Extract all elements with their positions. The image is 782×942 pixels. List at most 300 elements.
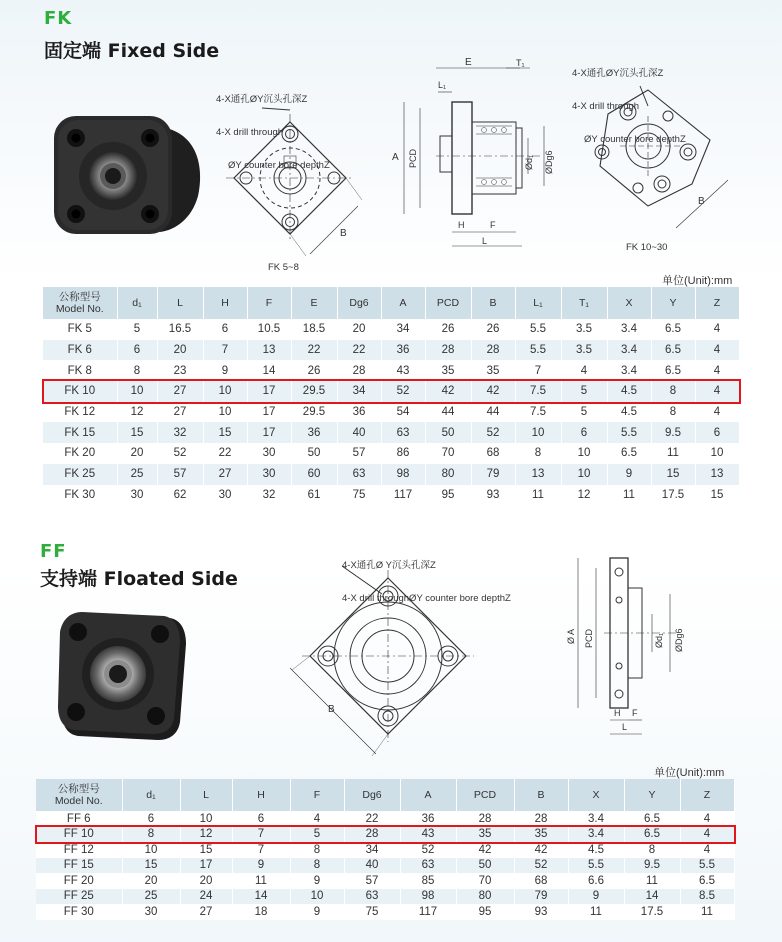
fk-value-cell: 14 (247, 360, 291, 381)
fk-value-cell: 26 (471, 319, 515, 340)
fk-model-cell: FK 15 (43, 422, 117, 443)
fk-value-cell: 57 (157, 464, 203, 485)
ff-value-cell: 8.5 (680, 889, 734, 905)
ff-value-cell: 15 (180, 842, 232, 858)
ff-table-row (36, 842, 734, 858)
ff-table-row (36, 889, 734, 905)
fk-value-cell: 9 (203, 360, 247, 381)
ff-value-cell: 10 (180, 811, 232, 827)
fk-value-cell: 28 (337, 360, 381, 381)
fk-value-cell: 62 (157, 485, 203, 506)
fk-table-row (43, 340, 739, 361)
fk-value-cell: 23 (157, 360, 203, 381)
fk-header-cell (695, 287, 739, 319)
ff-value-cell: 40 (344, 858, 400, 874)
fk-front-view-drawing-large (580, 80, 742, 240)
ff-value-cell: 36 (400, 811, 456, 827)
fk-value-cell: 10 (203, 381, 247, 402)
fk-value-cell: 32 (157, 422, 203, 443)
fk-value-cell: 36 (291, 422, 337, 443)
fk-header-label: L₁ (533, 297, 543, 309)
ff-section-code: FF (40, 541, 67, 562)
ff-header-cell (456, 779, 514, 811)
ff-value-cell: 35 (456, 827, 514, 843)
fk-header-cell (157, 287, 203, 319)
ff-value-cell: 6.5 (680, 873, 734, 889)
fk-value-cell: 13 (247, 340, 291, 361)
ff-dim-d1: Ød₁ (654, 632, 664, 648)
ff-header-cell (36, 779, 122, 811)
fk-value-cell: 30 (203, 485, 247, 506)
fk-anno-right-line2: 4-X drill through (572, 101, 640, 112)
ff-header-cell (680, 779, 734, 811)
fk-value-cell: 42 (471, 381, 515, 402)
fk-dim-h: H (458, 220, 465, 230)
fk-header-label: A (399, 297, 407, 309)
fk-value-cell: 9.5 (651, 422, 695, 443)
ff-value-cell: 9 (290, 904, 344, 920)
ff-header-cell (290, 779, 344, 811)
ff-value-cell: 4 (680, 811, 734, 827)
ff-value-cell: 63 (344, 889, 400, 905)
ff-value-cell: 6.5 (624, 827, 680, 843)
fk-value-cell: 50 (425, 422, 471, 443)
ff-value-cell: 4 (680, 827, 734, 843)
ff-value-cell: 11 (568, 904, 624, 920)
fk-value-cell: 17 (247, 402, 291, 423)
fk-table-row (43, 443, 739, 464)
fk-model-cell: FK 8 (43, 360, 117, 381)
ff-front-view-drawing (282, 558, 490, 762)
fk-value-cell: 11 (651, 443, 695, 464)
ff-section-title: 支持端 Floated Side (40, 568, 238, 590)
ff-value-cell: 9.5 (624, 858, 680, 874)
fk-header-cell (651, 287, 695, 319)
ff-value-cell: 52 (400, 842, 456, 858)
ff-model-cell: FF 20 (36, 873, 122, 889)
ff-dim-dg6: ØDg6 (674, 628, 684, 652)
fk-header-label-en: Model No. (55, 303, 104, 315)
fk-value-cell: 86 (381, 443, 425, 464)
fk-spec-table (43, 287, 740, 505)
ff-model-cell: FF 30 (36, 904, 122, 920)
ff-header-cell (344, 779, 400, 811)
ff-front-dim-b: B (328, 704, 335, 715)
ff-value-cell: 17.5 (624, 904, 680, 920)
fk-value-cell: 44 (425, 402, 471, 423)
ff-table-row (36, 873, 734, 889)
fk-value-cell: 75 (337, 485, 381, 506)
fk-value-cell: 30 (247, 443, 291, 464)
fk-value-cell: 15 (203, 422, 247, 443)
ff-anno-line1: 4-X通孔Ø Y沉头孔深Z (342, 560, 436, 571)
fk-value-cell: 22 (337, 340, 381, 361)
ff-value-cell: 57 (344, 873, 400, 889)
fk-header-cell (117, 287, 157, 319)
ff-value-cell: 4 (680, 842, 734, 858)
ff-value-cell: 8 (624, 842, 680, 858)
fk-caption-left: FK 5~8 (268, 262, 299, 273)
fk-header-label: Z (713, 297, 721, 309)
ff-value-cell: 50 (456, 858, 514, 874)
fk-value-cell: 4.5 (607, 381, 651, 402)
ff-value-cell: 79 (514, 889, 568, 905)
ff-value-cell: 18 (232, 904, 290, 920)
fk-value-cell: 5 (561, 402, 607, 423)
fk-model-cell: FK 25 (43, 464, 117, 485)
fk-value-cell: 7 (515, 360, 561, 381)
ff-value-cell: 4 (290, 811, 344, 827)
ff-header-label: L (203, 789, 209, 801)
ff-header-label: Dg6 (362, 789, 382, 801)
fk-table-row (43, 319, 739, 340)
fk-value-cell: 10 (515, 422, 561, 443)
fk-header-label: B (489, 297, 497, 309)
fk-value-cell: 15 (651, 464, 695, 485)
fk-value-cell: 8 (651, 402, 695, 423)
fk-value-cell: 5.5 (515, 319, 561, 340)
fk-anno-right-line1: 4-X通孔ØY沉头孔深Z (572, 68, 664, 79)
fk-value-cell: 11 (515, 485, 561, 506)
fk-value-cell: 32 (247, 485, 291, 506)
ff-value-cell: 34 (344, 842, 400, 858)
fk-header-label: X (625, 297, 633, 309)
ff-value-cell: 20 (122, 873, 180, 889)
fk-value-cell: 4 (695, 340, 739, 361)
fk-value-cell: 3.4 (607, 360, 651, 381)
fk-dim-t1: T₁ (516, 58, 525, 68)
ff-table-row (36, 858, 734, 874)
fk-value-cell: 10.5 (247, 319, 291, 340)
fk-value-cell: 3.4 (607, 319, 651, 340)
ff-header-cell (180, 779, 232, 811)
fk-dim-f: F (490, 220, 496, 230)
fk-value-cell: 16.5 (157, 319, 203, 340)
fk-model-cell: FK 6 (43, 340, 117, 361)
ff-value-cell: 10 (122, 842, 180, 858)
fk-header-cell (425, 287, 471, 319)
ff-table-header (36, 779, 734, 811)
fk-value-cell: 10 (117, 381, 157, 402)
fk-value-cell: 27 (157, 402, 203, 423)
fk-value-cell: 6.5 (651, 340, 695, 361)
fk-value-cell: 8 (515, 443, 561, 464)
ff-value-cell: 3.4 (568, 811, 624, 827)
ff-value-cell: 11 (232, 873, 290, 889)
ff-value-cell: 12 (180, 827, 232, 843)
fk-dim-l1: L₁ (438, 80, 447, 90)
fk-unit-label: 单位(Unit):mm (662, 275, 733, 287)
ff-value-cell: 98 (400, 889, 456, 905)
fk-value-cell: 42 (425, 381, 471, 402)
fk-value-cell: 5 (117, 319, 157, 340)
ff-value-cell: 8 (290, 858, 344, 874)
fk-value-cell: 30 (247, 464, 291, 485)
ff-value-cell: 63 (400, 858, 456, 874)
ff-value-cell: 30 (122, 904, 180, 920)
ff-table-row (36, 811, 734, 827)
ff-value-cell: 28 (514, 811, 568, 827)
fk-dim-l: L (482, 236, 488, 246)
fk-value-cell: 50 (291, 443, 337, 464)
ff-table-body (36, 811, 734, 920)
fk-value-cell: 52 (157, 443, 203, 464)
ff-value-cell: 8 (122, 827, 180, 843)
ff-value-cell: 7 (232, 827, 290, 843)
ff-value-cell: 75 (344, 904, 400, 920)
ff-value-cell: 14 (624, 889, 680, 905)
fk-value-cell: 4 (695, 360, 739, 381)
fk-value-cell: 25 (117, 464, 157, 485)
fk-value-cell: 20 (117, 443, 157, 464)
ff-value-cell: 80 (456, 889, 514, 905)
ff-product-photo (50, 604, 200, 754)
fk-value-cell: 93 (471, 485, 515, 506)
fk-value-cell: 60 (291, 464, 337, 485)
fk-header-cell (607, 287, 651, 319)
fk-value-cell: 8 (117, 360, 157, 381)
ff-value-cell: 85 (400, 873, 456, 889)
fk-header-label: Y (669, 297, 677, 309)
fk-table-row (43, 360, 739, 381)
ff-value-cell: 8 (290, 842, 344, 858)
fk-value-cell: 7 (203, 340, 247, 361)
fk-value-cell: 36 (381, 340, 425, 361)
ff-value-cell: 117 (400, 904, 456, 920)
fk-value-cell: 68 (471, 443, 515, 464)
fk-value-cell: 22 (291, 340, 337, 361)
fk-value-cell: 61 (291, 485, 337, 506)
fk-value-cell: 6 (695, 422, 739, 443)
fk-value-cell: 5.5 (607, 422, 651, 443)
fk-value-cell: 20 (157, 340, 203, 361)
fk-product-photo (48, 106, 206, 242)
fk-value-cell: 18.5 (291, 319, 337, 340)
fk-value-cell: 4 (695, 319, 739, 340)
fk-anno-left-line3: ØY counter bore depthZ (228, 160, 330, 171)
ff-dim-pcd: PCD (584, 628, 594, 648)
fk-value-cell: 36 (337, 402, 381, 423)
fk-value-cell: 11 (607, 485, 651, 506)
ff-table-row (36, 904, 734, 920)
ff-value-cell: 11 (624, 873, 680, 889)
ff-value-cell: 9 (232, 858, 290, 874)
fk-value-cell: 40 (337, 422, 381, 443)
fk-value-cell: 26 (425, 319, 471, 340)
fk-front-dim-b: B (340, 228, 347, 239)
fk-header-label: d₁ (132, 297, 142, 309)
ff-value-cell: 42 (456, 842, 514, 858)
fk-value-cell: 6.5 (651, 319, 695, 340)
fk-value-cell: 3.5 (561, 319, 607, 340)
fk-anno-right-line3: ØY counter bore depthZ (584, 134, 686, 145)
fk-value-cell: 95 (425, 485, 471, 506)
fk-header-cell (203, 287, 247, 319)
fk-value-cell: 43 (381, 360, 425, 381)
fk-model-cell: FK 10 (43, 381, 117, 402)
fk-table-row (43, 485, 739, 506)
ff-model-cell: FF 15 (36, 858, 122, 874)
ff-header-label-en: Model No. (54, 795, 103, 807)
fk-dim-d1: Ød₁ (524, 154, 534, 170)
ff-model-cell: FF 12 (36, 842, 122, 858)
ff-dim-f: F (632, 708, 638, 718)
fk-value-cell: 57 (337, 443, 381, 464)
ff-value-cell: 6 (122, 811, 180, 827)
fk-value-cell: 13 (515, 464, 561, 485)
fk-value-cell: 70 (425, 443, 471, 464)
fk-model-cell: FK 5 (43, 319, 117, 340)
fk-value-cell: 30 (117, 485, 157, 506)
fk-value-cell: 26 (291, 360, 337, 381)
fk-model-cell: FK 20 (43, 443, 117, 464)
ff-header-cell (514, 779, 568, 811)
fk-value-cell: 17.5 (651, 485, 695, 506)
ff-header-label: F (313, 789, 321, 801)
fk-value-cell: 9 (607, 464, 651, 485)
ff-dim-h: H (614, 708, 621, 718)
fk-value-cell: 15 (695, 485, 739, 506)
ff-value-cell: 22 (344, 811, 400, 827)
fk-value-cell: 80 (425, 464, 471, 485)
fk-value-cell: 28 (425, 340, 471, 361)
fk-value-cell: 28 (471, 340, 515, 361)
fk-header-label: 公称型号 (58, 291, 101, 303)
ff-value-cell: 28 (456, 811, 514, 827)
fk-header-cell (337, 287, 381, 319)
ff-value-cell: 43 (400, 827, 456, 843)
ff-value-cell: 28 (344, 827, 400, 843)
fk-value-cell: 35 (471, 360, 515, 381)
fk-value-cell: 4.5 (607, 402, 651, 423)
fk-value-cell: 54 (381, 402, 425, 423)
fk-value-cell: 10 (695, 443, 739, 464)
ff-header-cell (624, 779, 680, 811)
ff-value-cell: 5.5 (680, 858, 734, 874)
fk-header-label: PCD (436, 297, 460, 309)
fk-value-cell: 6.5 (651, 360, 695, 381)
fk-value-cell: 4 (695, 402, 739, 423)
fk-caption-right: FK 10~30 (626, 242, 668, 253)
ff-value-cell: 27 (180, 904, 232, 920)
ff-dim-a: Ø A (566, 628, 576, 644)
fk-value-cell: 17 (247, 381, 291, 402)
fk-table-row (43, 402, 739, 423)
ff-unit-label: 单位(Unit):mm (654, 767, 725, 779)
fk-header-label: F (265, 297, 273, 309)
fk-header-cell (291, 287, 337, 319)
fk-value-cell: 6 (117, 340, 157, 361)
fk-value-cell: 6 (561, 422, 607, 443)
ff-value-cell: 6 (232, 811, 290, 827)
fk-value-cell: 117 (381, 485, 425, 506)
ff-dim-l: L (622, 722, 628, 732)
ff-value-cell: 6.5 (624, 811, 680, 827)
ff-value-cell: 25 (122, 889, 180, 905)
ff-header-label: Z (703, 789, 711, 801)
fk-value-cell: 22 (203, 443, 247, 464)
fk-header-label: E (310, 297, 318, 309)
ff-header-label: X (592, 789, 600, 801)
ff-value-cell: 5 (290, 827, 344, 843)
fk-front-large-dim-b: B (698, 196, 705, 207)
ff-header-label: Y (648, 789, 656, 801)
fk-value-cell: 10 (561, 443, 607, 464)
fk-table-body (43, 319, 739, 505)
ff-value-cell: 7 (232, 842, 290, 858)
ff-value-cell: 95 (456, 904, 514, 920)
fk-value-cell: 52 (471, 422, 515, 443)
fk-header-cell (471, 287, 515, 319)
fk-value-cell: 10 (203, 402, 247, 423)
fk-value-cell: 17 (247, 422, 291, 443)
ff-value-cell: 3.4 (568, 827, 624, 843)
fk-model-cell: FK 30 (43, 485, 117, 506)
fk-front-view-drawing (210, 104, 370, 264)
ff-header-label: B (537, 789, 545, 801)
fk-value-cell: 4 (561, 360, 607, 381)
fk-header-label: Dg6 (349, 297, 369, 309)
fk-value-cell: 29.5 (291, 381, 337, 402)
fk-value-cell: 7.5 (515, 402, 561, 423)
ff-value-cell: 52 (514, 858, 568, 874)
ff-spec-table (36, 779, 735, 920)
fk-value-cell: 4 (695, 381, 739, 402)
fk-header-label: T₁ (579, 297, 589, 309)
fk-value-cell: 79 (471, 464, 515, 485)
fk-side-section-drawing (380, 56, 566, 256)
ff-value-cell: 20 (180, 873, 232, 889)
ff-value-cell: 14 (232, 889, 290, 905)
fk-value-cell: 15 (117, 422, 157, 443)
ff-value-cell: 9 (568, 889, 624, 905)
ff-header-label: PCD (473, 789, 497, 801)
ff-value-cell: 11 (680, 904, 734, 920)
fk-section-code: FK (44, 8, 73, 29)
fk-dim-pcd: PCD (408, 148, 418, 168)
fk-header-cell (247, 287, 291, 319)
fk-header-cell (381, 287, 425, 319)
fk-value-cell: 29.5 (291, 402, 337, 423)
fk-value-cell: 3.5 (561, 340, 607, 361)
fk-anno-left-line1: 4-X通孔ØY沉头孔深Z (216, 94, 308, 105)
fk-header-label: L (177, 297, 183, 309)
fk-dim-e: E (465, 57, 472, 68)
fk-header-cell (561, 287, 607, 319)
fk-dim-dg6: ØDg6 (544, 150, 554, 174)
ff-value-cell: 6.6 (568, 873, 624, 889)
fk-value-cell: 13 (695, 464, 739, 485)
fk-model-cell: FK 12 (43, 402, 117, 423)
fk-value-cell: 8 (651, 381, 695, 402)
fk-value-cell: 63 (337, 464, 381, 485)
fk-value-cell: 12 (561, 485, 607, 506)
ff-header-label: H (257, 789, 265, 801)
fk-value-cell: 6.5 (607, 443, 651, 464)
fk-value-cell: 52 (381, 381, 425, 402)
fk-value-cell: 20 (337, 319, 381, 340)
ff-anno-line2: 4-X drill throughØY counter bore depthZ (342, 593, 511, 604)
fk-value-cell: 12 (117, 402, 157, 423)
fk-header-cell (515, 287, 561, 319)
ff-model-cell: FF 25 (36, 889, 122, 905)
ff-header-cell (122, 779, 180, 811)
ff-value-cell: 17 (180, 858, 232, 874)
fk-table-row (43, 422, 739, 443)
fk-value-cell: 27 (157, 381, 203, 402)
ff-value-cell: 42 (514, 842, 568, 858)
fk-value-cell: 34 (381, 319, 425, 340)
